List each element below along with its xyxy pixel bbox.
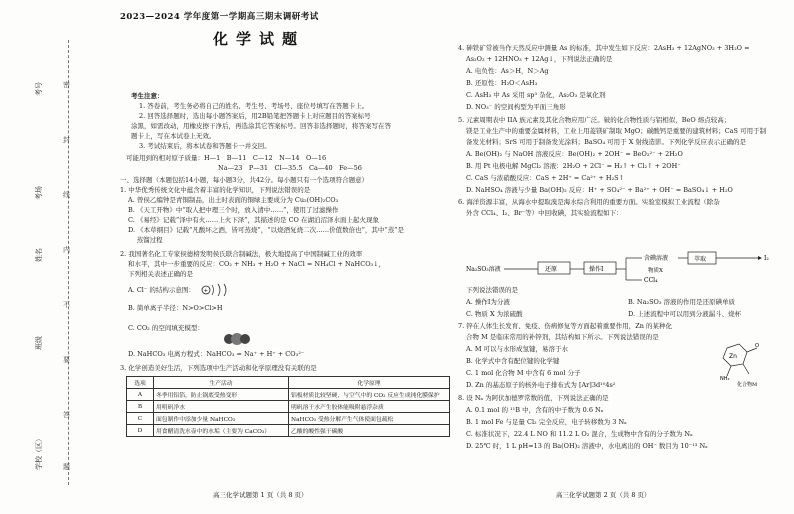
q6-flowchart [466,250,786,284]
side-label-school: 学校（区） [35,435,43,470]
table-row [127,425,450,437]
page-footer-right: 高三化学试题第 2 页（共 8 页） [556,491,651,499]
option: A. M 可以与水形成氢键，易溶于水 [466,345,569,353]
notice-item: 1. 答卷前，考生务必将自己的姓名、考生号、考场号、座位号填写在答题卡上。 [139,102,369,110]
option: B. 化学式中含有配位键的化学键 [466,357,560,365]
exam-title: 2023—2024 学年度第一学期高三期末调研考试 [120,12,319,22]
side-label-kaohao: 考号 [35,82,43,96]
option: C. CaS 与浓硝酸反应：CaS + 2H⁺ = Ca²⁺ + H₂S↑ [466,174,625,182]
option: C. 《易经》记载“泽中有火……上火下泽”，其描述的是 CO 在湖泊沼泽水面上起火现象 [128,216,379,224]
notice-item: 涂黑，如需改动，用橡皮擦干净后，再选涂其它答案标号。回答非选择题时，将答案写在答 [131,122,391,130]
subject-title: 化学试题 [213,30,306,48]
table-header: 化学原理 [289,377,450,389]
question-stem: As₂O₃ + 12HNO₃ + 12Ag↓，下列说法正确的是 [466,55,613,63]
option: C. 标准状况下，22.4 L NO 和 11.2 L O₂ 混合，生成物中含有的分子数为 Nₐ [466,430,693,438]
page-footer-left: 高三化学试题第 1 页（共 8 页） [213,491,308,499]
co2-model-diagram [222,332,252,346]
flow-output: CCl₄ [644,277,658,284]
notice-item: 题卡上，写在本试卷上无效。 [131,132,216,140]
option: D. 25℃ 时，1 L pH=13 的 Ba(OH)₂ 溶液中，水电离出的 OH⁻ 数目为 10⁻¹³ Nₐ [466,442,708,450]
option: B. 简单离子半径：N>O>Cl>H [128,304,223,312]
option: A. 曾侯乙编钟是青铜制品，出土时表面的铜绿主要成分为 Cu₂(OH)₂CO₃ [128,196,339,204]
table-cell: NaHCO₃ 受热分解产生气体使面包疏松 [289,413,450,425]
question-stem: 下列相关表述正确的是 [128,270,193,278]
option: A. Cl⁻ 的结构示意图： [128,286,195,294]
table-cell: 铝板材质比较坚硬，与空气中的 CO₂ 反应生成钝化膜保护 [289,389,450,401]
option: D. NaHSO₄ 溶液与少量 Ba(OH)₂ 反应：H⁺ + SO₄²⁻ + Ba²⁺ + OH⁻ = BaSO₄↓ + H₂O [466,186,733,194]
option: C. CO₂ 的空间填充模型： [128,324,204,332]
side-label-kaochang: 考场 [35,186,43,200]
table-cell: 明矾溶于水产生胶体能吸附悬浮杂质 [289,401,450,413]
notice-item: 3. 考试结束后，将本试卷和答题卡一并交回。 [139,142,271,150]
table-cell: 冬季用铝箔，防止锅底受热变形 [154,389,289,401]
table-cell: C [127,413,154,425]
chloride-structure-diagram [200,283,236,297]
svg-text:O: O [755,343,759,349]
table-cell: 乙酸的酸性强于碳酸 [289,425,450,437]
question-stem: 备发光材料；SrS 可用于制备发光涂料；BaSO₄ 可用于 X 射线造影。下列化学反应表示正确的是 [466,138,746,146]
seal-mark: 线 [63,191,70,199]
flow-start: Na₂SO₃溶液 [466,266,501,273]
seal-mark: 要 [63,356,70,364]
question-stem: 2. 我国著名化工专家侯德榜发明侯氏联合制碱法，极大地提高了中国制碱工业的效率 [120,250,363,258]
table-cell: 用食醋清洗水壶中的水垢（主要为 CaCO₃） [154,425,289,437]
option: D. 上述流程中可以用到分液漏斗、烧杯 [628,310,742,318]
table-row [127,401,450,413]
question-stem: 7. 锌在人体生长发育、免疫、伤病修复等方面起着重要作用，Zn 的某种化 [458,322,673,330]
option: B. 《天工开物》中“取人把中理三个时，放入清中……”，使用了过滤操作 [128,206,339,214]
compound-m-structure [705,338,765,388]
option: B. Na₂SO₃ 溶液的作用是还原碘单质 [628,298,736,306]
atomic-mass-line: 可能用到的相对原子质量：H—1 B—11 C—12 N—14 O—16 [126,154,327,162]
seal-mark: 不 [63,301,70,309]
table-row [127,413,450,425]
question-stem: 4. 砷铁矿常被当作天然反应中测量 As 的标准，其中发生如下反应：2AsH₃ + 12AgNO₃ + 3H₂O = [458,44,750,52]
option: 蒸馏过程 [128,236,163,244]
q3-table [126,376,450,437]
option: D. NO₃⁻ 的空间构型为平面三角形 [466,103,566,111]
question-stem: 3. 化学创造美好生活，下列选项中生产活动和化学原理没有关联的是 [120,364,317,372]
table-cell: 用明矾净水 [154,401,289,413]
question-stem: 合物 M 是临床常用的补锌剂，其结构如下所示。下列说法错误的是 [466,333,659,341]
seal-mark: 题 [63,463,70,471]
flow-box: 操作Ⅰ [589,266,604,273]
flow-end: I₂ [764,255,769,262]
side-label-name: 姓名 [35,248,43,262]
svg-text:NH₂: NH₂ [720,376,730,382]
question-stem: 5. 元素周期表中 IIA 族元素及其化合物应用广泛。铍的化合物性质与铝相似，BeO 熔点较高； [458,116,731,124]
question-stem: 8. 设 Nₐ 为阿伏加德罗常数的值，下列说法正确的是 [458,394,609,402]
seal-mark: 内 [63,246,70,254]
flow-box: 萃取 [694,256,707,263]
option: C. 物质 X 为浓硫酸 [466,310,523,318]
question-stem: 外含 CCl₄、I₂、Br⁻等）中回收碘，其实验流程如下： [466,209,623,217]
option: A. 操作Ⅰ为分液 [466,298,510,306]
table-header: 生产活动 [154,377,289,389]
svg-text:Zn: Zn [729,353,737,360]
option: D. NaHCO₃ 电离方程式：NaHCO₃ = Na⁺ + H⁺ + CO₃²⁻ [128,350,305,358]
question-stem: 下列说法错误的是 [466,286,518,294]
option: D. 《本草纲目》记载“凡酸坏之酒，皆可蒸烧”，“以烧酒复烧二次……价值数倍也”，其中“蒸”是 [128,226,405,234]
option: B. 1 mol Fe 与足量 Cl₂ 完全反应，电子转移数为 3 Nₐ [466,418,627,426]
flow-output: 含碘溶液 [644,255,669,262]
question-stem: 1. 中华优秀传统文化中蕴含着丰富的化学知识，下列说法错误的是 [120,186,311,194]
side-label-class: 班级 [35,336,43,350]
option: A. 电负性：As＞H，N＞Ag [466,67,549,75]
option: B. 用 Pt 电极电解 MgCl₂ 溶液：2H₂O + 2Cl⁻ = H₂↑ + Cl₂↑ + 2OH⁻ [466,162,681,170]
table-header-row [127,377,450,389]
question-stem: 6. 海洋资源丰富，从海水中提取溴是海水综合利用的重要方面。实验室模拟工业流程（除杂 [458,198,720,206]
svg-text:+: + [203,288,209,294]
seal-mark: 答 [63,411,70,419]
option: C. AsH₃ 中 As 采用 sp³ 杂化，As₂O₃ 是氧化剂 [466,91,606,99]
table-row [127,389,450,401]
table-cell: D [127,425,154,437]
table-cell: A [127,389,154,401]
question-stem: 和水平，其中一步重要的反应：CO₂ + NH₃ + H₂O + NaCl = NH₄Cl + NaHCO₃↓， [128,260,386,268]
section-heading: 一、选择题（本题包括14小题，每小题3分，共42分。每小题只有一个选项符合题意） [120,176,369,184]
table-header: 选项 [127,377,154,389]
option: D. Zn 的基态原子的核外电子排布式为 [Ar]3d¹⁰4s² [466,381,616,389]
seal-mark: 密 [63,81,70,89]
flow-side: 物质X [648,268,663,274]
option: B. 还原性：H₂O＜AsH₃ [466,79,538,87]
atomic-mass-line: Na—23 P—31 Cl—35.5 Ca—40 Fe—56 [218,164,362,172]
seal-mark: 封 [63,136,70,144]
notice-item: 2. 回答选择题时，选出每小题答案后，用2B铅笔把答题卡上对应题目的答案标号 [139,112,371,120]
notice-head: 考生注意： [131,92,164,100]
option: C. 1 mol 化合物 M 中含有 6 mol 分子 [466,369,581,377]
table-cell: B [127,401,154,413]
option: A. 0.1 mol 的 ¹¹B 中，含有的中子数为 0.6 Nₐ [466,406,604,414]
question-stem: 镁是工业生产中的重要金属材料，工业上用菱镁矿制取 MgO；碳酸钙是重要的建筑材料；CaS 可用于制 [466,127,767,135]
compound-label: 化合物M [737,382,758,388]
table-cell: 面包制作中添加少量 NaHCO₃ [154,413,289,425]
option: A. Be(OH)₂ 与 NaOH 溶液反应：Be(OH)₂ + 2OH⁻ = BeO₂²⁻ + 2H₂O [466,150,683,158]
flow-box: 还原 [545,266,558,273]
